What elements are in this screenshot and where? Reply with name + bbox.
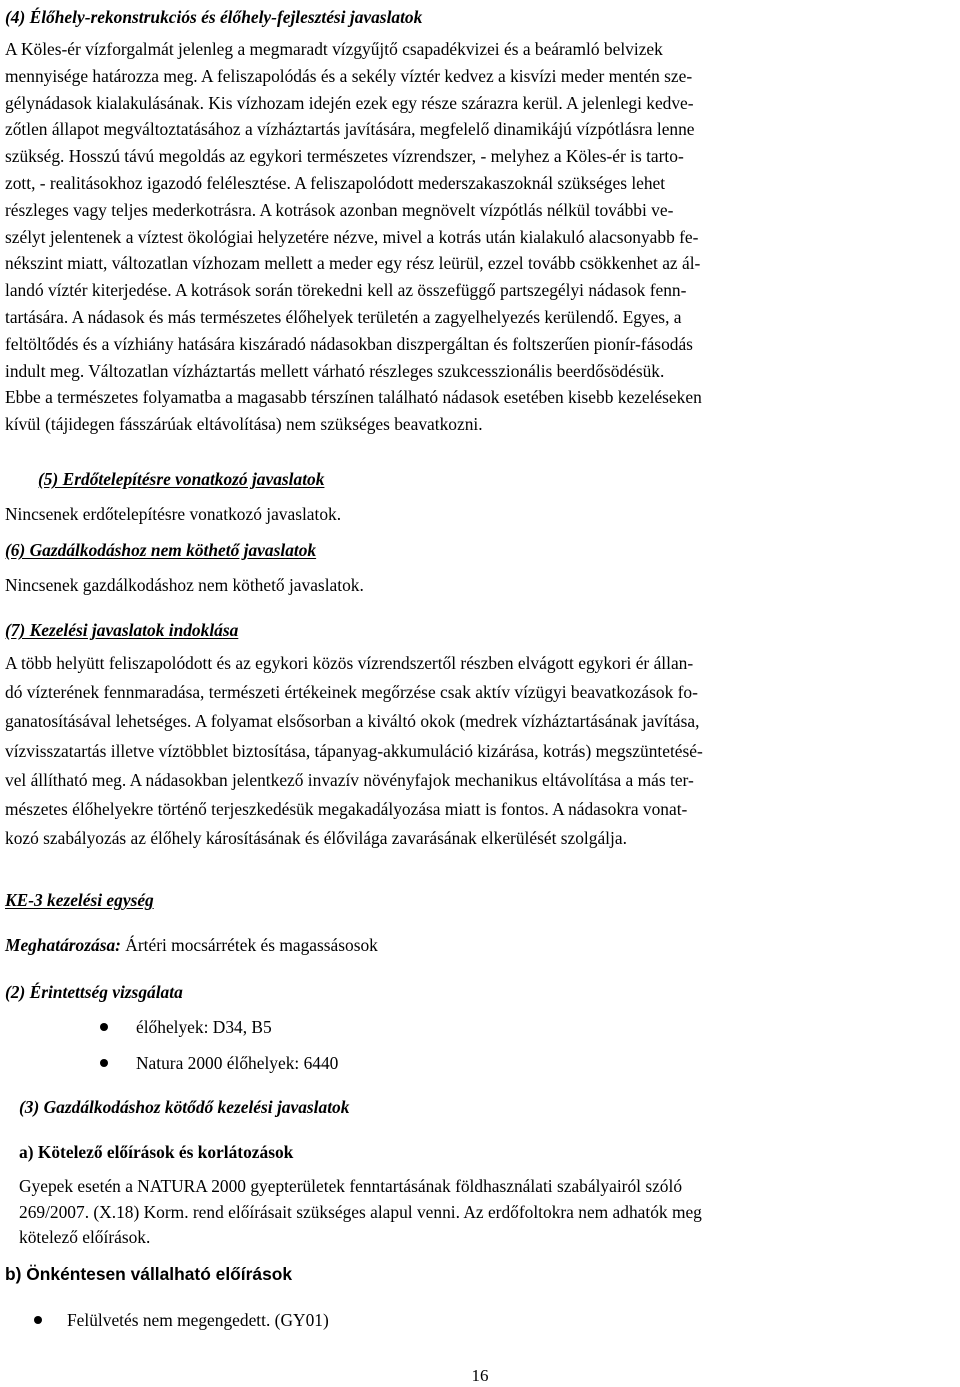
list-item (100, 1051, 338, 1076)
sub-b-heading: b) Önkéntesen vállalható előírások (5, 1264, 293, 1284)
paragraph-line: nékszint miatt, változatlan vízhozam mellett a meder egy rész leürül, ezzel tovább csökkenhet az ál- (5, 253, 701, 274)
ke3-title (5, 888, 957, 913)
paragraph-line: indult meg. Változatlan vízháztartás mellett várható részleges szukcesszionális beerdősödésük. (5, 360, 665, 381)
page-number: 16 (471, 1366, 489, 1385)
sub-b-bullet-list (34, 1308, 329, 1333)
section-4-paragraph (5, 36, 957, 438)
section-4-heading: (4) Élőhely-rekonstrukciós és élőhely-fejlesztési javaslatok (5, 7, 423, 27)
ke3-definition (5, 933, 957, 958)
section-5-heading-text: (5) Erdőtelepítésre vonatkozó javaslatok (38, 469, 325, 489)
section-7-heading (5, 618, 957, 643)
paragraph-line: dó vízterének fennmaradása, természeti értékeinek megőrzése csak aktív vízügyi beavatkozások fo- (5, 682, 698, 703)
paragraph-line: mészetes élőhelyekre történő terjeszkedésük megakadályozása miatt is fontos. A nádasokra vonat- (5, 799, 688, 820)
bullet-icon (34, 1316, 42, 1324)
paragraph-line: A Köles-ér vízforgalmát jelenleg a megmaradt vízgyűjtő csapadékvizei és a beáramló belvizek (5, 39, 663, 59)
bullet-icon (100, 1059, 108, 1067)
section-5-text: Nincsenek erdőtelepítésre vonatkozó javaslatok. (5, 504, 342, 524)
paragraph-line: kozó szabályozás az élőhely károsításának és élővilága zavarásának elkerülését szolgálja. (5, 828, 627, 849)
paragraph-line: Gyepek esetén a NATURA 2000 gyepterületek fenntartásának földhasználati szabályairól szóló (19, 1176, 683, 1196)
section-2-heading: (2) Érintettség vizsgálata (5, 982, 183, 1002)
paragraph-line: kötelező előírások. (19, 1227, 151, 1247)
section-7-paragraph (5, 649, 957, 853)
list-item-text: élőhelyek: D34, B5 (136, 1017, 272, 1037)
section-6-heading (5, 538, 957, 563)
paragraph-line: szükség. Hosszú távú megoldás az egykori természetes vízrendszer, - melyhez a Köles-ér is tarto- (5, 146, 684, 167)
list-item (34, 1308, 329, 1333)
paragraph-line: ganatosításával lehetséges. A folyamat elsősorban a kiváltó okok (medrek vízháztartásának javítása, (5, 711, 700, 732)
section-6-heading-text: (6) Gazdálkodáshoz nem köthető javaslatok (5, 540, 317, 560)
section-7-heading-text: (7) Kezelési javaslatok indoklása (5, 620, 239, 640)
paragraph-line: 269/2007. (X.18) Korm. rend előírásait szükséges alapul venni. Az erdőfoltokra nem adhatók meg (19, 1201, 702, 1222)
definition-value: Ártéri mocsárrétek és magassásosok (120, 935, 378, 955)
sub-a-heading: a) Kötelező előírások és korlátozások (19, 1142, 294, 1162)
paragraph-line: szélyt jelentenek a víztest ökológiai helyzetére nézve, mivel a kotrás után kialakuló alacsonyabb fe- (5, 226, 699, 247)
paragraph-line: zőtlen állapot megváltoztatásához a vízháztartás javítására, megfelelő dinamikájú vízpótlásra lenne (5, 119, 695, 140)
paragraph-line: Ebbe a természetes folyamatba a magasabb térszínen található nádasok esetében kisebb kezeléseken (5, 387, 702, 408)
paragraph-line: vel állítható meg. A nádasokban jelentkező invazív növényfajok mechanikus eltávolítása a más ter- (5, 769, 694, 790)
ke3-title-text: KE-3 kezelési egység (5, 890, 154, 910)
paragraph-line: tartására. A nádasok és más természetes élőhelyek területén a zagyelhelyezés kerülendő. Egyes, a (5, 306, 682, 327)
paragraph-line: feltöltődés és a vízhiány hatására kiszáradó nádasokban diszpergáltan és foltszerűen pionír-fásodás (5, 333, 693, 354)
sub-a-paragraph (19, 1174, 957, 1251)
paragraph-line: kívül (tájidegen fásszárúak eltávolítása) nem szükséges beavatkozni. (5, 414, 483, 435)
definition-label: Meghatározása: (5, 935, 121, 955)
bullet-icon (100, 1023, 108, 1031)
paragraph-line: mennyisége határozza meg. A feliszapolódás és a sekély víztér kedvez a kisvízi meder mentén sze- (5, 65, 693, 86)
list-item-text: Felülvetés nem megengedett. (GY01) (67, 1310, 329, 1330)
section-2-bullet-list (100, 1015, 338, 1076)
list-item-text: Natura 2000 élőhelyek: 6440 (136, 1053, 339, 1073)
paragraph-line: részleges vagy teljes mederkotrásra. A kotrások azonban megnövelt vízpótlás nélkül további ve- (5, 199, 674, 220)
paragraph-line: zott, - realitásokhoz igazodó felélesztése. A feliszapolódott mederszakaszoknál szükséges lehet (5, 172, 666, 193)
section-3-heading: (3) Gazdálkodáshoz kötődő kezelési javaslatok (19, 1097, 350, 1117)
paragraph-line: vízvisszatartás illetve víztöbblet biztosítása, tápanyag-akkumuláció kizárása, kotrás) megszüntetésé- (5, 740, 703, 761)
section-6-text: Nincsenek gazdálkodáshoz nem köthető javaslatok. (5, 575, 364, 595)
list-item (100, 1015, 338, 1040)
paragraph-line: A több helyütt feliszapolódott és az egykori közös vízrendszertől részben elvágott egykori ér állan- (5, 653, 694, 673)
paragraph-line: gélynádasok kialakulásának. Kis vízhozam idején ezek egy része szárazra kerül. A jelenlegi kedve- (5, 92, 694, 113)
section-5-heading (38, 467, 960, 492)
paragraph-line: landó víztér kiterjedése. A kotrások során törekedni kell az összefüggő partszegélyi nádasok fenn- (5, 280, 687, 301)
